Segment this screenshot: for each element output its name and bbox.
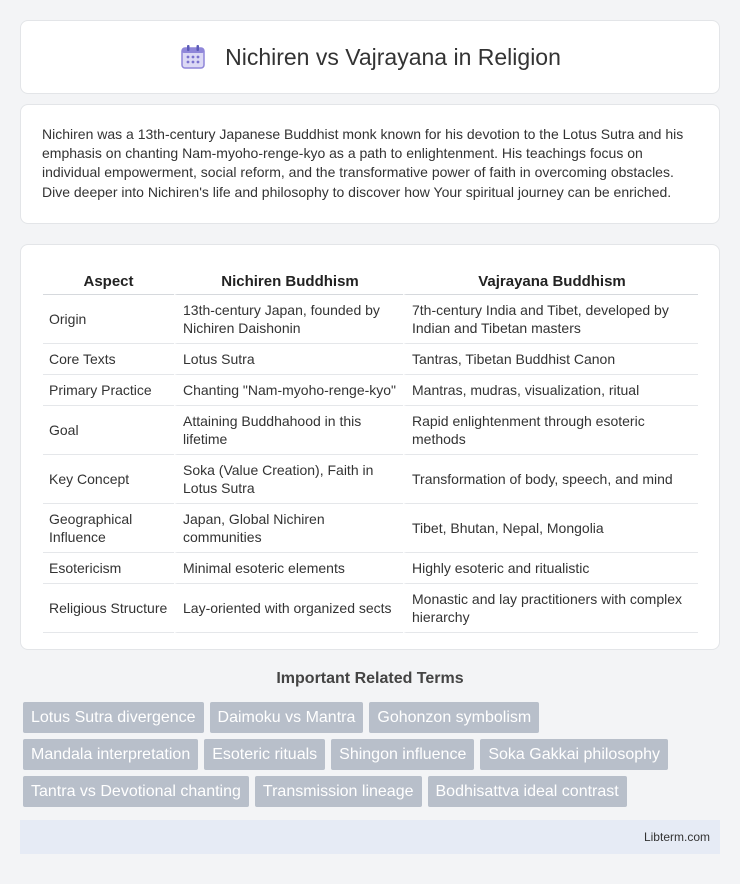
tag-shingon-influence[interactable]: Shingon influence — [331, 739, 474, 770]
vajrayana-cell: Mantras, mudras, visualization, ritual — [403, 375, 698, 406]
vajrayana-cell: Monastic and lay practitioners with complex hierarchy — [403, 584, 698, 633]
tag-gohonzon-symbolism[interactable]: Gohonzon symbolism — [369, 702, 539, 733]
aspect-cell: Key Concept — [43, 455, 174, 504]
header-vajrayana: Vajrayana Buddhism — [403, 265, 698, 295]
vajrayana-cell: Tibet, Bhutan, Nepal, Mongolia — [403, 504, 698, 553]
nichiren-cell: Japan, Global Nichiren communities — [174, 504, 403, 553]
comparison-table — [43, 265, 698, 633]
vajrayana-cell: Tantras, Tibetan Buddhist Canon — [403, 344, 698, 375]
aspect-cell: Origin — [43, 295, 174, 344]
vajrayana-cell: Transformation of body, speech, and mind — [403, 455, 698, 504]
tag-row — [23, 702, 703, 733]
intro-card — [20, 104, 720, 224]
table-row — [43, 504, 698, 553]
nichiren-cell: Lotus Sutra — [174, 344, 403, 375]
vajrayana-cell: Rapid enlightenment through esoteric methods — [403, 406, 698, 455]
nichiren-cell: 13th-century Japan, founded by Nichiren Daishonin — [174, 295, 403, 344]
nichiren-cell: Minimal esoteric elements — [174, 553, 403, 584]
intro-text: Nichiren was a 13th-century Japanese Buddhist monk known for his devotion to the Lotus Sutra and his emphasis on chanting Nam-myoho-renge-kyo as a path to enlightenment. His teachings focus on individual empowerment, social reform, and the transformative power of faith in overcoming obstacles. Dive deeper into Nichiren's life and philosophy to discover how Your spiritual journey can be enriched. — [42, 126, 684, 200]
table-row — [43, 406, 698, 455]
footer — [20, 820, 720, 854]
table-row — [43, 344, 698, 375]
nichiren-cell: Attaining Buddhahood in this lifetime — [174, 406, 403, 455]
table-row — [43, 553, 698, 584]
footer-site-link[interactable]: Libterm.com — [643, 830, 710, 844]
tag-soka-gakkai-philosophy[interactable]: Soka Gakkai philosophy — [480, 739, 668, 770]
header-nichiren: Nichiren Buddhism — [174, 265, 403, 295]
nichiren-cell: Lay-oriented with organized sects — [174, 584, 403, 633]
aspect-cell: Primary Practice — [43, 375, 174, 406]
tag-row — [23, 739, 703, 770]
aspect-cell: Core Texts — [43, 344, 174, 375]
table-header-row — [43, 265, 698, 295]
table-row — [43, 375, 698, 406]
nichiren-cell: Chanting "Nam-myoho-renge-kyo" — [174, 375, 403, 406]
tag-row — [23, 776, 703, 807]
page-title: Nichiren vs Vajrayana in Religion — [225, 43, 561, 70]
table-row — [43, 295, 698, 344]
table-row — [43, 584, 698, 633]
header-aspect: Aspect — [43, 265, 174, 295]
tag-bodhisattva-ideal-contrast[interactable]: Bodhisattva ideal contrast — [428, 776, 627, 807]
tag-tantra-vs-devotional-chanting[interactable]: Tantra vs Devotional chanting — [23, 776, 249, 807]
aspect-cell: Goal — [43, 406, 174, 455]
tag-esoteric-rituals[interactable]: Esoteric rituals — [204, 739, 325, 770]
aspect-cell: Esotericism — [43, 553, 174, 584]
aspect-cell: Religious Structure — [43, 584, 174, 633]
tag-lotus-sutra-divergence[interactable]: Lotus Sutra divergence — [23, 702, 204, 733]
calendar-icon — [179, 43, 207, 71]
tag-transmission-lineage[interactable]: Transmission lineage — [255, 776, 422, 807]
vajrayana-cell: Highly esoteric and ritualistic — [403, 553, 698, 584]
vajrayana-cell: 7th-century India and Tibet, developed by Indian and Tibetan masters — [403, 295, 698, 344]
aspect-cell: Geographical Influence — [43, 504, 174, 553]
title-wrap — [179, 43, 561, 71]
nichiren-cell: Soka (Value Creation), Faith in Lotus Sutra — [174, 455, 403, 504]
tag-daimoku-vs-mantra[interactable]: Daimoku vs Mantra — [210, 702, 364, 733]
comparison-card — [20, 244, 720, 650]
header-card — [20, 20, 720, 94]
related-terms-title: Important Related Terms — [276, 670, 464, 687]
related-terms-list — [23, 702, 703, 813]
tag-mandala-interpretation[interactable]: Mandala interpretation — [23, 739, 198, 770]
table-row — [43, 455, 698, 504]
